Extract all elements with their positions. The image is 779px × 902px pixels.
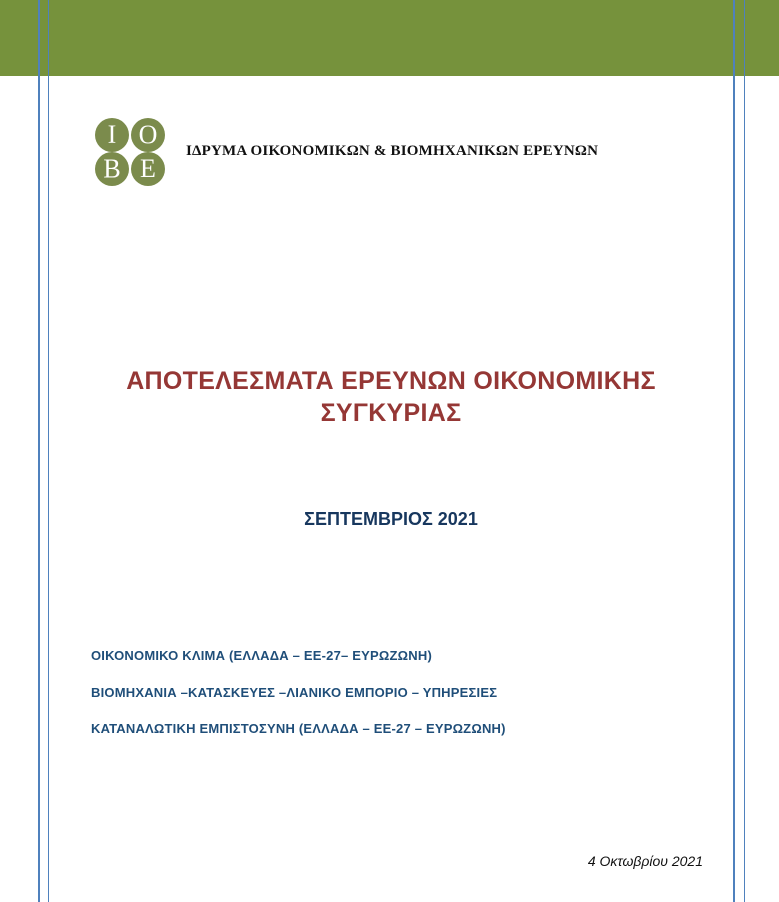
publication-date: 4 Οκτωβρίου 2021 [587, 853, 703, 869]
frame-line-left-outer [38, 0, 40, 902]
header-band [0, 0, 779, 76]
iobe-logo [95, 118, 167, 186]
topic-sectors: ΒΙΟΜΗΧΑΝΙΑ –ΚΑΤΑΣΚΕΥΕΣ –ΛΙΑΝΙΚΟ ΕΜΠΟΡΙΟ – ΥΠΗΡΕΣΙΕΣ [91, 685, 498, 700]
logo-letter-omicron: Ο [131, 118, 165, 152]
logo-letter-iota: Ι [95, 118, 129, 152]
document-title [49, 365, 733, 429]
frame-line-right-inner [733, 0, 735, 902]
organization-name: ΙΔΡΥΜΑ ΟΙΚΟΝΟΜΙΚΩΝ & ΒΙΟΜΗΧΑΝΙΚΩΝ ΕΡΕΥΝΩΝ [186, 143, 599, 159]
logo-letter-epsilon: Ε [131, 152, 165, 186]
topic-economic-climate: ΟΙΚΟΝΟΜΙΚΟ ΚΛΙΜΑ (ΕΛΛΑΔΑ – ΕΕ-27– ΕΥΡΩΖΩΝΗ) [91, 648, 432, 663]
logo-letter-beta: Β [95, 152, 129, 186]
title-line-2: ΣΥΓΚΥΡΙΑΣ [320, 399, 462, 427]
frame-line-left-inner [48, 0, 49, 902]
title-line-1: ΑΠΟΤΕΛΕΣΜΑΤΑ ΕΡΕΥΝΩΝ ΟΙΚΟΝΟΜΙΚΗΣ [126, 367, 656, 395]
topic-consumer-confidence: ΚΑΤΑΝΑΛΩΤΙΚΗ ΕΜΠΙΣΤΟΣΥΝΗ (ΕΛΛΑΔΑ – ΕΕ-27 – ΕΥΡΩΖΩΝΗ) [91, 721, 506, 736]
survey-period: ΣΕΠΤΕΜΒΡΙΟΣ 2021 [304, 509, 478, 529]
frame-line-right-outer [744, 0, 745, 902]
